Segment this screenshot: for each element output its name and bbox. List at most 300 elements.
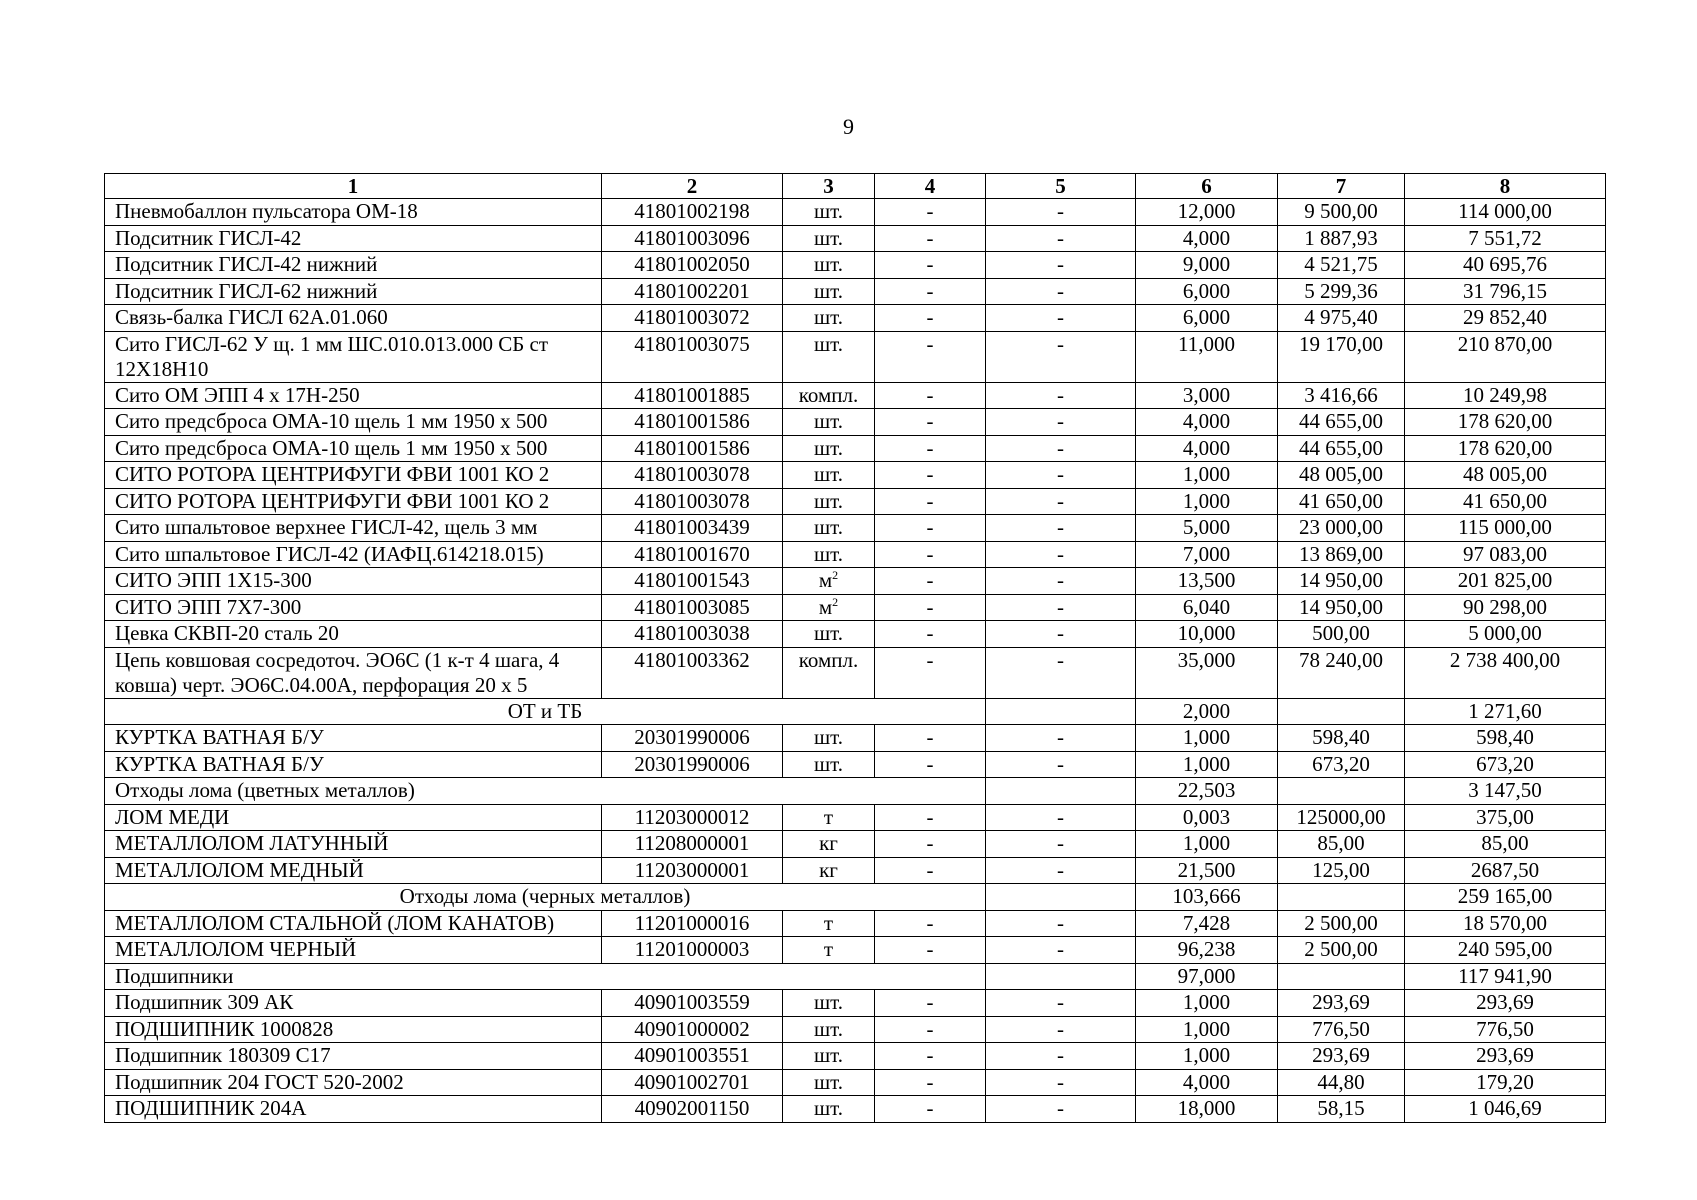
table-row xyxy=(105,1096,1606,1123)
quantity-cell: 1,000 xyxy=(1136,725,1278,752)
item-code-cell: 41801003439 xyxy=(602,515,783,542)
quantity-cell: 11,000 xyxy=(1136,331,1278,382)
empty-cell xyxy=(1278,963,1405,990)
table-row xyxy=(105,199,1606,226)
column-4-cell: - xyxy=(875,1043,986,1070)
table-row xyxy=(105,804,1606,831)
column-5-cell: - xyxy=(986,831,1136,858)
unit-cell xyxy=(783,910,875,937)
column-4-cell: - xyxy=(875,541,986,568)
column-5-cell: - xyxy=(986,621,1136,648)
table-row xyxy=(105,910,1606,937)
item-name-cell: МЕТАЛЛОЛОМ СТАЛЬНОЙ (ЛОМ КАНАТОВ) xyxy=(105,910,602,937)
item-code-cell: 20301990006 xyxy=(602,725,783,752)
quantity-cell: 13,500 xyxy=(1136,568,1278,595)
item-name-cell: Подситник ГИСЛ-62 нижний xyxy=(105,278,602,305)
unit-text: шт. xyxy=(813,225,844,250)
item-code-cell: 41801003072 xyxy=(602,305,783,332)
total-cell: 10 249,98 xyxy=(1405,382,1606,409)
quantity-cell: 0,003 xyxy=(1136,804,1278,831)
total-cell: 210 870,00 xyxy=(1405,331,1606,382)
column-5-cell: - xyxy=(986,568,1136,595)
price-cell: 14 950,00 xyxy=(1278,594,1405,621)
unit-cell xyxy=(783,435,875,462)
column-4-cell: - xyxy=(875,515,986,542)
unit-text: шт. xyxy=(813,199,844,223)
unit-text: шт. xyxy=(813,462,844,486)
item-code-cell: 41801002198 xyxy=(602,199,783,226)
table-row xyxy=(105,305,1606,332)
item-name-cell: МЕТАЛЛОЛОМ ЧЕРНЫЙ xyxy=(105,937,602,964)
item-code-cell: 11203000001 xyxy=(602,857,783,884)
table-row xyxy=(105,225,1606,252)
unit-cell xyxy=(783,857,875,884)
total-cell: 1 271,60 xyxy=(1405,698,1606,725)
unit-cell xyxy=(783,331,875,382)
price-cell: 598,40 xyxy=(1278,725,1405,752)
total-cell: 2 738 400,00 xyxy=(1405,647,1606,698)
item-code-cell: 11201000016 xyxy=(602,910,783,937)
total-cell: 598,40 xyxy=(1405,725,1606,752)
total-cell: 29 852,40 xyxy=(1405,305,1606,332)
table-row xyxy=(105,1016,1606,1043)
item-name-cell: КУРТКА ВАТНАЯ Б/У xyxy=(105,751,602,778)
unit-cell xyxy=(783,647,875,698)
item-name-cell: Подситник ГИСЛ-42 нижний xyxy=(105,252,602,279)
item-code-cell: 41801003362 xyxy=(602,647,783,698)
column-header: 3 xyxy=(783,174,875,199)
column-4-cell: - xyxy=(875,488,986,515)
column-4-cell: - xyxy=(875,305,986,332)
column-5-cell: - xyxy=(986,409,1136,436)
price-cell: 776,50 xyxy=(1278,1016,1405,1043)
total-cell: 259 165,00 xyxy=(1405,884,1606,911)
table-row xyxy=(105,857,1606,884)
unit-text: т xyxy=(823,910,834,935)
total-cell: 179,20 xyxy=(1405,1069,1606,1096)
item-code-cell: 41801001543 xyxy=(602,568,783,595)
unit-text: шт. xyxy=(813,621,844,645)
quantity-cell: 4,000 xyxy=(1136,435,1278,462)
unit-cell xyxy=(783,1016,875,1043)
group-name-cell: Отходы лома (цветных металлов) xyxy=(105,778,986,805)
column-4-cell: - xyxy=(875,278,986,305)
column-5-cell: - xyxy=(986,594,1136,621)
quantity-cell: 6,040 xyxy=(1136,594,1278,621)
table-row xyxy=(105,278,1606,305)
column-5-cell: - xyxy=(986,1096,1136,1123)
item-name-cell: СИТО РОТОРА ЦЕНТРИФУГИ ФВИ 1001 КО 2 xyxy=(105,488,602,515)
item-code-cell: 11203000012 xyxy=(602,804,783,831)
item-name-cell: Сито шпальтовое ГИСЛ-42 (ИАФЦ.614218.015) xyxy=(105,541,602,568)
column-5-cell: - xyxy=(986,225,1136,252)
unit-text: шт. xyxy=(813,331,844,356)
total-cell: 40 695,76 xyxy=(1405,252,1606,279)
column-5-cell: - xyxy=(986,1069,1136,1096)
table-row xyxy=(105,751,1606,778)
unit-text: шт. xyxy=(813,990,844,1014)
item-code-cell: 40901000002 xyxy=(602,1016,783,1043)
total-cell: 2687,50 xyxy=(1405,857,1606,884)
quantity-cell: 1,000 xyxy=(1136,990,1278,1017)
column-4-cell: - xyxy=(875,857,986,884)
price-cell: 44,80 xyxy=(1278,1069,1405,1096)
item-name-cell: Сито шпальтовое верхнее ГИСЛ-42, щель 3 мм xyxy=(105,515,602,542)
table-body xyxy=(105,199,1606,1123)
group-name-cell: Подшипники xyxy=(105,963,986,990)
column-4-cell: - xyxy=(875,252,986,279)
unit-text: шт. xyxy=(813,409,844,433)
table-row xyxy=(105,462,1606,489)
unit-cell xyxy=(783,541,875,568)
unit-cell xyxy=(783,515,875,542)
unit-superscript: 2 xyxy=(832,568,839,582)
total-cell: 117 941,90 xyxy=(1405,963,1606,990)
empty-cell xyxy=(986,963,1136,990)
unit-cell xyxy=(783,725,875,752)
unit-cell xyxy=(783,937,875,964)
column-5-cell: - xyxy=(986,199,1136,226)
column-4-cell: - xyxy=(875,910,986,937)
total-cell: 31 796,15 xyxy=(1405,278,1606,305)
total-cell: 293,69 xyxy=(1405,990,1606,1017)
table-row xyxy=(105,382,1606,409)
unit-cell xyxy=(783,225,875,252)
item-name-cell: Подситник ГИСЛ-42 xyxy=(105,225,602,252)
item-code-cell: 11208000001 xyxy=(602,831,783,858)
item-name-cell: Пневмобаллон пульсатора ОМ-18 xyxy=(105,199,602,226)
column-5-cell: - xyxy=(986,990,1136,1017)
unit-text: т xyxy=(823,937,834,961)
empty-cell xyxy=(1278,778,1405,805)
group-name-cell: Отходы лома (черных металлов) xyxy=(105,884,986,911)
table-row xyxy=(105,541,1606,568)
table-row xyxy=(105,621,1606,648)
unit-text: м xyxy=(818,594,833,619)
quantity-cell: 1,000 xyxy=(1136,1016,1278,1043)
total-cell: 90 298,00 xyxy=(1405,594,1606,621)
price-cell: 48 005,00 xyxy=(1278,462,1405,489)
quantity-cell: 10,000 xyxy=(1136,621,1278,648)
item-code-cell: 41801003078 xyxy=(602,462,783,489)
item-code-cell: 41801002050 xyxy=(602,252,783,279)
column-4-cell: - xyxy=(875,725,986,752)
column-4-cell: - xyxy=(875,225,986,252)
unit-cell xyxy=(783,462,875,489)
quantity-cell: 103,666 xyxy=(1136,884,1278,911)
item-name-cell: МЕТАЛЛОЛОМ ЛАТУННЫЙ xyxy=(105,831,602,858)
quantity-cell: 18,000 xyxy=(1136,1096,1278,1123)
item-name-cell: ПОДШИПНИК 1000828 xyxy=(105,1016,602,1043)
total-cell: 240 595,00 xyxy=(1405,937,1606,964)
price-cell: 1 887,93 xyxy=(1278,225,1405,252)
unit-cell xyxy=(783,1096,875,1123)
total-cell: 48 005,00 xyxy=(1405,462,1606,489)
quantity-cell: 9,000 xyxy=(1136,252,1278,279)
item-code-cell: 40901003559 xyxy=(602,990,783,1017)
unit-cell xyxy=(783,252,875,279)
unit-text: кг xyxy=(819,831,838,855)
price-cell: 125000,00 xyxy=(1278,804,1405,831)
quantity-cell: 1,000 xyxy=(1136,488,1278,515)
unit-text: шт. xyxy=(813,751,844,776)
column-4-cell: - xyxy=(875,594,986,621)
quantity-cell: 7,000 xyxy=(1136,541,1278,568)
total-cell: 7 551,72 xyxy=(1405,225,1606,252)
total-cell: 3 147,50 xyxy=(1405,778,1606,805)
item-name-cell: СИТО РОТОРА ЦЕНТРИФУГИ ФВИ 1001 КО 2 xyxy=(105,462,602,489)
unit-cell xyxy=(783,594,875,621)
item-name-cell: СИТО ЭПП 1Х15-300 xyxy=(105,568,602,595)
unit-cell xyxy=(783,568,875,595)
column-5-cell: - xyxy=(986,331,1136,382)
price-cell: 4 975,40 xyxy=(1278,305,1405,332)
quantity-cell: 22,503 xyxy=(1136,778,1278,805)
table-row xyxy=(105,647,1606,698)
unit-cell xyxy=(783,409,875,436)
quantity-cell: 97,000 xyxy=(1136,963,1278,990)
column-header: 1 xyxy=(105,174,602,199)
item-name-cell: МЕТАЛЛОЛОМ МЕДНЫЙ xyxy=(105,857,602,884)
column-4-cell: - xyxy=(875,1069,986,1096)
column-5-cell: - xyxy=(986,937,1136,964)
item-name-cell: Связь-балка ГИСЛ 62А.01.060 xyxy=(105,305,602,332)
unit-cell xyxy=(783,382,875,409)
column-4-cell: - xyxy=(875,462,986,489)
quantity-cell: 1,000 xyxy=(1136,831,1278,858)
quantity-cell: 21,500 xyxy=(1136,857,1278,884)
column-header: 7 xyxy=(1278,174,1405,199)
item-code-cell: 41801002201 xyxy=(602,278,783,305)
group-name-cell: ОТ и ТБ xyxy=(105,698,986,725)
total-cell: 97 083,00 xyxy=(1405,541,1606,568)
column-4-cell: - xyxy=(875,990,986,1017)
price-cell: 4 521,75 xyxy=(1278,252,1405,279)
item-code-cell: 40901003551 xyxy=(602,1043,783,1070)
total-cell: 85,00 xyxy=(1405,831,1606,858)
unit-text: т xyxy=(823,804,834,829)
group-row xyxy=(105,698,1606,725)
item-code-cell: 41801003096 xyxy=(602,225,783,252)
item-code-cell: 41801003075 xyxy=(602,331,783,382)
unit-text: шт. xyxy=(813,1069,844,1094)
item-name-cell: ПОДШИПНИК 204А xyxy=(105,1096,602,1123)
quantity-cell: 1,000 xyxy=(1136,462,1278,489)
quantity-cell: 6,000 xyxy=(1136,278,1278,305)
column-5-cell: - xyxy=(986,910,1136,937)
quantity-cell: 4,000 xyxy=(1136,1069,1278,1096)
unit-cell xyxy=(783,199,875,226)
total-cell: 673,20 xyxy=(1405,751,1606,778)
inventory-table xyxy=(104,173,1606,1123)
quantity-cell: 7,428 xyxy=(1136,910,1278,937)
quantity-cell: 3,000 xyxy=(1136,382,1278,409)
column-5-cell: - xyxy=(986,541,1136,568)
item-name-cell: Цепь ковшовая сосредоточ. ЭО6С (1 к-т 4 шага, 4 ковша) черт. ЭО6С.04.00А, перфорация 20 х 5 xyxy=(105,647,602,698)
column-header: 4 xyxy=(875,174,986,199)
column-header: 8 xyxy=(1405,174,1606,199)
unit-cell xyxy=(783,305,875,332)
unit-text: шт. xyxy=(813,1096,844,1120)
empty-cell xyxy=(986,698,1136,725)
price-cell: 19 170,00 xyxy=(1278,331,1405,382)
item-name-cell: КУРТКА ВАТНАЯ Б/У xyxy=(105,725,602,752)
column-header: 2 xyxy=(602,174,783,199)
price-cell: 293,69 xyxy=(1278,990,1405,1017)
unit-text: компл. xyxy=(798,647,859,672)
column-4-cell: - xyxy=(875,568,986,595)
total-cell: 5 000,00 xyxy=(1405,621,1606,648)
table-row xyxy=(105,331,1606,382)
price-cell: 2 500,00 xyxy=(1278,937,1405,964)
table-row xyxy=(105,435,1606,462)
item-name-cell: Подшипник 309 АК xyxy=(105,990,602,1017)
total-cell: 178 620,00 xyxy=(1405,409,1606,436)
column-5-cell: - xyxy=(986,488,1136,515)
empty-cell xyxy=(1278,698,1405,725)
unit-text: м xyxy=(818,568,833,592)
price-cell: 125,00 xyxy=(1278,857,1405,884)
column-4-cell: - xyxy=(875,331,986,382)
item-code-cell: 41801003078 xyxy=(602,488,783,515)
table-row xyxy=(105,252,1606,279)
table-row xyxy=(105,1043,1606,1070)
group-row xyxy=(105,778,1606,805)
column-5-cell: - xyxy=(986,804,1136,831)
total-cell: 114 000,00 xyxy=(1405,199,1606,226)
price-cell: 9 500,00 xyxy=(1278,199,1405,226)
unit-text: шт. xyxy=(813,435,844,460)
total-cell: 178 620,00 xyxy=(1405,435,1606,462)
item-name-cell: Подшипник 180309 С17 xyxy=(105,1043,602,1070)
price-cell: 293,69 xyxy=(1278,1043,1405,1070)
column-5-cell: - xyxy=(986,252,1136,279)
column-4-cell: - xyxy=(875,751,986,778)
price-cell: 44 655,00 xyxy=(1278,435,1405,462)
column-4-cell: - xyxy=(875,804,986,831)
unit-cell xyxy=(783,751,875,778)
item-name-cell: СИТО ЭПП 7Х7-300 xyxy=(105,594,602,621)
quantity-cell: 4,000 xyxy=(1136,409,1278,436)
column-5-cell: - xyxy=(986,857,1136,884)
item-code-cell: 41801001586 xyxy=(602,435,783,462)
page-number: 9 xyxy=(843,114,854,139)
item-code-cell: 41801003085 xyxy=(602,594,783,621)
column-5-cell: - xyxy=(986,725,1136,752)
quantity-cell: 1,000 xyxy=(1136,1043,1278,1070)
item-code-cell: 11201000003 xyxy=(602,937,783,964)
table-row xyxy=(105,725,1606,752)
quantity-cell: 96,238 xyxy=(1136,937,1278,964)
price-cell: 14 950,00 xyxy=(1278,568,1405,595)
item-name-cell: Подшипник 204 ГОСТ 520-2002 xyxy=(105,1069,602,1096)
unit-text: шт. xyxy=(813,725,844,749)
price-cell: 23 000,00 xyxy=(1278,515,1405,542)
unit-text: шт. xyxy=(813,305,844,329)
column-4-cell: - xyxy=(875,199,986,226)
price-cell: 3 416,66 xyxy=(1278,382,1405,409)
column-4-cell: - xyxy=(875,647,986,698)
column-4-cell: - xyxy=(875,1096,986,1123)
unit-cell xyxy=(783,804,875,831)
unit-text: шт. xyxy=(813,1043,844,1067)
total-cell: 293,69 xyxy=(1405,1043,1606,1070)
column-5-cell: - xyxy=(986,435,1136,462)
item-code-cell: 40901002701 xyxy=(602,1069,783,1096)
item-name-cell: Сито предсброса ОМА-10 щель 1 мм 1950 х 500 xyxy=(105,409,602,436)
total-cell: 776,50 xyxy=(1405,1016,1606,1043)
column-5-cell: - xyxy=(986,1016,1136,1043)
price-cell: 78 240,00 xyxy=(1278,647,1405,698)
price-cell: 41 650,00 xyxy=(1278,488,1405,515)
item-code-cell: 40902001150 xyxy=(602,1096,783,1123)
item-code-cell: 41801001586 xyxy=(602,409,783,436)
quantity-cell: 12,000 xyxy=(1136,199,1278,226)
column-5-cell: - xyxy=(986,1043,1136,1070)
column-4-cell: - xyxy=(875,937,986,964)
column-4-cell: - xyxy=(875,382,986,409)
price-cell: 2 500,00 xyxy=(1278,910,1405,937)
column-5-cell: - xyxy=(986,462,1136,489)
item-name-cell: ЛОМ МЕДИ xyxy=(105,804,602,831)
empty-cell xyxy=(986,778,1136,805)
table-row xyxy=(105,594,1606,621)
column-4-cell: - xyxy=(875,621,986,648)
item-name-cell: Цевка СКВП-20 сталь 20 xyxy=(105,621,602,648)
column-5-cell: - xyxy=(986,515,1136,542)
column-header: 6 xyxy=(1136,174,1278,199)
column-4-cell: - xyxy=(875,409,986,436)
group-row xyxy=(105,963,1606,990)
unit-text: компл. xyxy=(798,382,859,407)
price-cell: 58,15 xyxy=(1278,1096,1405,1123)
price-cell: 673,20 xyxy=(1278,751,1405,778)
unit-cell xyxy=(783,488,875,515)
item-name-cell: Сито предсброса ОМА-10 щель 1 мм 1950 х 500 xyxy=(105,435,602,462)
item-name-cell: Сито ГИСЛ-62 У щ. 1 мм ШС.010.013.000 СБ ст 12Х18Н10 xyxy=(105,331,602,382)
unit-text: шт. xyxy=(813,488,844,513)
total-cell: 201 825,00 xyxy=(1405,568,1606,595)
column-5-cell: - xyxy=(986,382,1136,409)
unit-text: кг xyxy=(819,857,838,882)
item-code-cell: 41801001885 xyxy=(602,382,783,409)
price-cell: 85,00 xyxy=(1278,831,1405,858)
quantity-cell: 1,000 xyxy=(1136,751,1278,778)
column-4-cell: - xyxy=(875,435,986,462)
unit-text: шт. xyxy=(813,515,844,539)
table-row xyxy=(105,990,1606,1017)
total-cell: 41 650,00 xyxy=(1405,488,1606,515)
price-cell: 13 869,00 xyxy=(1278,541,1405,568)
item-name-cell: Сито ОМ ЭПП 4 х 17Н-250 xyxy=(105,382,602,409)
unit-cell xyxy=(783,1043,875,1070)
column-5-cell: - xyxy=(986,751,1136,778)
unit-text: шт. xyxy=(813,252,844,276)
item-code-cell: 41801001670 xyxy=(602,541,783,568)
empty-cell xyxy=(1278,884,1405,911)
unit-cell xyxy=(783,621,875,648)
table-row xyxy=(105,568,1606,595)
column-header: 5 xyxy=(986,174,1136,199)
price-cell: 500,00 xyxy=(1278,621,1405,648)
item-code-cell: 20301990006 xyxy=(602,751,783,778)
total-cell: 1 046,69 xyxy=(1405,1096,1606,1123)
unit-cell xyxy=(783,990,875,1017)
item-code-cell: 41801003038 xyxy=(602,621,783,648)
table-header-row xyxy=(105,174,1606,199)
quantity-cell: 6,000 xyxy=(1136,305,1278,332)
column-5-cell: - xyxy=(986,647,1136,698)
